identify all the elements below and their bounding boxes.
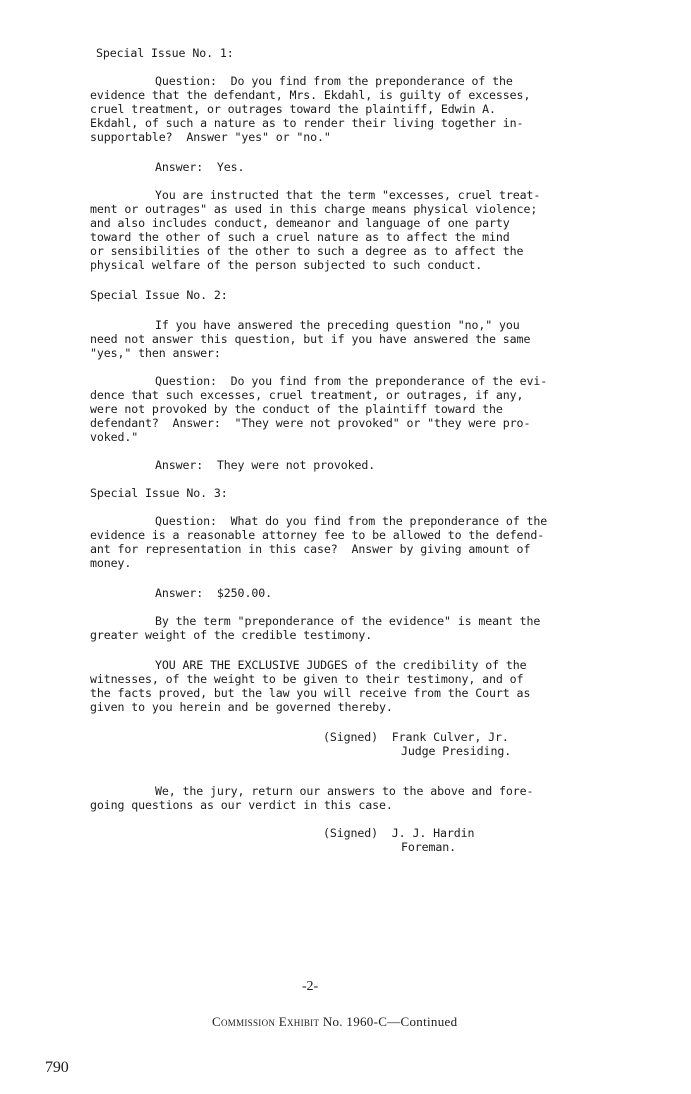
text-line: Foreman.	[401, 840, 457, 854]
text-line: money.	[90, 556, 132, 570]
page-number: -2-	[302, 979, 319, 994]
text-line: witnesses, of the weight to be given to their testimony, and of	[90, 672, 524, 686]
text-line: going questions as our verdict in this case.	[90, 798, 393, 812]
exhibit-caption	[212, 1014, 457, 1030]
text-line: voked."	[90, 430, 139, 444]
text-line: You are instructed that the term "excesses, cruel treat-	[155, 188, 541, 202]
folio-number: 790	[45, 1059, 69, 1076]
text-line: Special Issue No. 3:	[90, 486, 228, 500]
text-line: Judge Presiding.	[401, 744, 512, 758]
text-line: Special Issue No. 1:	[96, 46, 234, 60]
text-line: defendant? Answer: "They were not provoked" or "they were pro-	[90, 416, 531, 430]
text-line: or sensibilities of the other to such a degree as to affect the	[90, 244, 524, 258]
text-line: supportable? Answer "yes" or "no."	[90, 130, 331, 144]
text-line: physical welfare of the person subjected to such conduct.	[90, 258, 483, 272]
text-line: need not answer this question, but if you have answered the same	[90, 332, 531, 346]
text-line: Answer: $250.00.	[155, 586, 272, 600]
text-line: toward the other of such a cruel nature as to affect the mind	[90, 230, 510, 244]
text-line: evidence is a reasonable attorney fee to be allowed to the defend-	[90, 528, 545, 542]
text-line: given to you herein and be governed thereby.	[90, 700, 393, 714]
text-line: By the term "preponderance of the evidence" is meant the	[155, 614, 541, 628]
text-line: Question: What do you find from the preponderance of the	[155, 514, 548, 528]
text-line: (Signed) Frank Culver, Jr.	[323, 730, 509, 744]
caption-suffix: No. 1960-C—Continued	[319, 1014, 458, 1029]
text-line: If you have answered the preceding question "no," you	[155, 318, 520, 332]
text-line: "yes," then answer:	[90, 346, 221, 360]
text-line: Answer: Yes.	[155, 160, 245, 174]
text-line: Question: Do you find from the preponderance of the	[155, 74, 513, 88]
text-line: Answer: They were not provoked.	[155, 458, 376, 472]
caption-prefix: Commission Exhibit	[212, 1014, 320, 1029]
text-line: cruel treatment, or outrages toward the plaintiff, Edwin A.	[90, 102, 496, 116]
text-line: YOU ARE THE EXCLUSIVE JUDGES of the credibility of the	[155, 658, 527, 672]
text-line: We, the jury, return our answers to the above and fore-	[155, 784, 534, 798]
text-line: evidence that the defendant, Mrs. Ekdahl, is guilty of excesses,	[90, 88, 531, 102]
text-line: the facts proved, but the law you will receive from the Court as	[90, 686, 531, 700]
text-line: greater weight of the credible testimony.	[90, 628, 373, 642]
text-line: ment or outrages" as used in this charge means physical violence;	[90, 202, 538, 216]
text-line: (Signed) J. J. Hardin	[323, 826, 475, 840]
text-line: ant for representation in this case? Answer by giving amount of	[90, 542, 531, 556]
text-line: were not provoked by the conduct of the plaintiff toward the	[90, 402, 503, 416]
text-line: dence that such excesses, cruel treatment, or outrages, if any,	[90, 388, 524, 402]
text-line: Question: Do you find from the preponderance of the evi-	[155, 374, 548, 388]
text-line: Ekdahl, of such a nature as to render their living together in-	[90, 116, 524, 130]
text-line: Special Issue No. 2:	[90, 288, 228, 302]
text-line: and also includes conduct, demeanor and language of one party	[90, 216, 510, 230]
